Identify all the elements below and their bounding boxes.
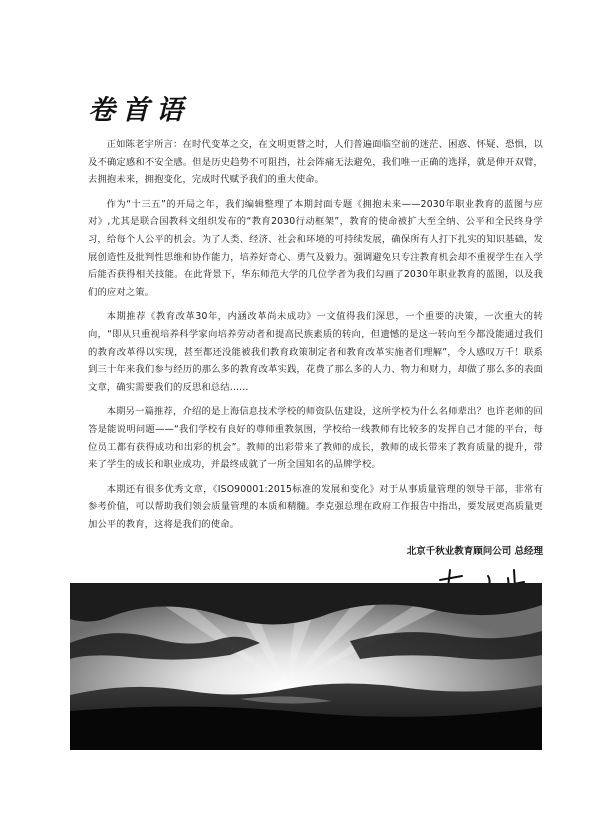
paragraph: 本期推荐《教育改革30年，内涵改革尚未成功》一文值得我们深思，一个重要的决策，一次重大的转向，“即从只重视培养科学家向培养劳动者和提高民族素质的转向，但遗憾的是这一转向至今都没能通过我们的教育改革得以实现，甚至都还没能被我们教育政策制定者和教育改革实施者们理解”，令人感叹万千！联系到三十年来我们参与经历的那么多的教育改革实践，花费了那么多的人力、物力和财力，却做了那么多的表面文章，确实需要我们的反思和总结…… xyxy=(88,311,543,393)
page-title: 卷首语 xyxy=(88,95,190,126)
paragraph: 本期另一篇推荐，介绍的是上海信息技术学校的师资队伍建设，这所学校为什么名师辈出？也许老师的回答是能说明问题——“我们学校有良好的尊师重教氛围，学校给一线教师有比较多的发挥自己才能的平台，每位员工都有获得成功和出彩的机会”。教师的出彩带来了教师的成长，教师的成长带来了教育质量的提升，带来了学生的成长和职业成功，并最终成就了一所全国知名的品牌学校。 xyxy=(88,406,543,471)
paragraph: 作为“十三五”的开局之年，我们编辑整理了本期封面专题《拥抱未来——2030年职业教育的蓝图与应对》,尤其是联合国教科文组织发布的“教育2030行动框架”，教育的使命被扩大至全纳、公平和全民终身学习，给每个人公平的机会。为了人类、经济、社会和环境的可持续发展，确保所有人打下扎实的知识基础，发展创造性及批判性思维和协作能力，培养好奇心、勇气及毅力。强调避免只专注教育机会却不重视学生在入学后能否获得相关技能。在此背景下，华东师范大学的几位学者为我们勾画了2030年职业教育的蓝图，以及我们的应对之策。 xyxy=(88,198,543,298)
article-body xyxy=(88,136,543,540)
landscape-photo xyxy=(70,583,542,750)
paragraph: 正如陈老宇所言：在时代变革之交，在文明更替之时，人们普遍面临空前的迷茫、困惑、怀疑、恐惧，以及不确定感和不安全感。但是历史趋势不可阻挡，社会阵痛无法避免，我们唯一正确的选择，就是伸开双臂，去拥抱未来，拥抱变化，完成时代赋予我们的重大使命。 xyxy=(88,139,543,186)
signer-title: 北京千秋业教育顾问公司 总经理 xyxy=(406,546,543,557)
paragraph: 本期还有很多优秀文章，《ISO90001:2015标准的发展和变化》对于从事质量管理的领导干部，非常有参考价值，可以帮助我们领会质量管理的本质和精髓。李克强总理在政府工作报告中指出，要发展更高质量更加公平的教育，这将是我们的使命。 xyxy=(88,483,543,530)
